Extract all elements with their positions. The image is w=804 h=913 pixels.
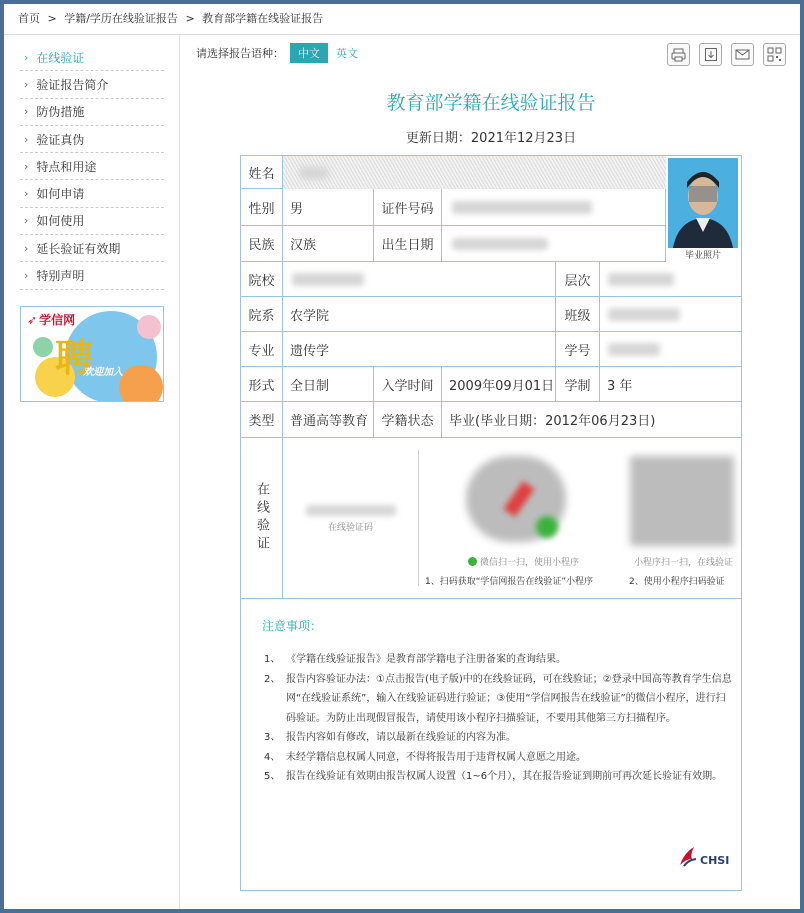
report-title: 教育部学籍在线验证报告 <box>386 92 596 114</box>
sidebar-item-how-to-apply[interactable] <box>20 180 164 207</box>
banner-sub-text: 欢迎加入 <box>83 367 123 378</box>
chsi-bird-icon <box>678 845 698 867</box>
breadcrumb <box>18 10 327 26</box>
sidebar-item-label: 在线验证 <box>36 50 85 65</box>
note-item: 1、 《学籍在线验证报告》是教育部学籍电子注册备案的查询结果。 <box>264 654 566 665</box>
value-status: 毕业(毕业日期：2012年06月23日) <box>442 402 741 438</box>
report-updated-date: 更新日期：2021年12月23日 <box>405 131 577 146</box>
label-ethnicity: 民族 <box>241 226 283 262</box>
content-divider <box>179 35 180 909</box>
level-redaction-blur <box>608 273 674 286</box>
label-major: 专业 <box>241 332 283 367</box>
sidebar-item-label: 验证报告简介 <box>36 77 109 92</box>
sidebar-item-label: 如何申请 <box>36 187 85 202</box>
label-enroll-date: 入学时间 <box>374 367 442 402</box>
verify-step-1: 1、扫码获取“学信网报告在线验证”小程序 <box>425 577 594 587</box>
verify-code-redaction-blur[interactable] <box>306 505 396 516</box>
sidebar-item-report-intro[interactable] <box>20 71 164 98</box>
chevron-right-icon: › <box>24 50 29 64</box>
language-chinese-button[interactable]: 中文 <box>290 43 328 63</box>
value-duration: 3 年 <box>600 367 741 402</box>
verify-code-caption: 在线验证码 <box>328 523 374 533</box>
sidebar-item-how-to-use[interactable] <box>20 208 164 235</box>
sidebar-item-label: 验证真伪 <box>36 132 85 147</box>
chevron-right-icon: › <box>24 105 29 119</box>
verification-qr-code <box>630 456 734 546</box>
sidebar-item-verify-authenticity[interactable] <box>20 126 164 153</box>
label-form: 形式 <box>241 367 283 402</box>
id-number-redaction-blur <box>452 201 592 214</box>
mini-code-badge <box>536 516 558 538</box>
sidebar-item-anti-counterfeit[interactable] <box>20 99 164 126</box>
graduation-photo <box>668 158 738 254</box>
breadcrumb-home[interactable]: 首页 <box>18 12 40 25</box>
sidebar-item-label: 如何使用 <box>36 214 85 229</box>
chevron-right-icon: › <box>24 269 29 283</box>
chsi-logo: CHSI <box>678 845 729 867</box>
online-verify-label-text: 在线验证 <box>254 482 269 554</box>
value-gender: 男 <box>283 189 374 226</box>
mini-program-caption: 小程序扫一扫，在线验证 <box>634 558 734 568</box>
wechat-icon <box>468 557 477 566</box>
value-department: 农学院 <box>283 297 556 332</box>
wechat-caption: 微信扫一扫，使用小程序 <box>468 555 579 568</box>
language-english-button[interactable]: 英文 <box>336 47 358 60</box>
label-id-number: 证件号码 <box>374 189 442 226</box>
breadcrumb-report-category[interactable]: 学籍/学历在线验证报告 <box>64 12 178 25</box>
birth-date-redaction-blur <box>452 238 548 250</box>
label-level: 层次 <box>556 262 600 297</box>
sidebar-item-label: 特点和用途 <box>36 159 97 174</box>
notes-list <box>264 650 734 787</box>
school-redaction-blur <box>292 273 364 286</box>
name-value-redacted <box>283 156 666 189</box>
note-item: 3、 报告内容如有修改，请以最新在线验证的内容为准。 <box>264 732 516 743</box>
value-enroll-date: 2009年09月01日 <box>442 367 556 402</box>
sidebar <box>20 44 164 290</box>
sidebar-item-features[interactable] <box>20 153 164 180</box>
label-gender: 性别 <box>241 189 283 226</box>
value-type: 普通高等教育 <box>283 402 374 438</box>
label-class: 班级 <box>556 297 600 332</box>
label-student-id: 学号 <box>556 332 600 367</box>
notes-title: 注意事项： <box>262 619 323 633</box>
brand-logo-icon: ➶ <box>27 312 38 327</box>
chevron-right-icon: › <box>24 214 29 228</box>
value-ethnicity: 汉族 <box>283 226 374 262</box>
label-status: 学籍状态 <box>374 402 442 438</box>
value-major: 遗传学 <box>283 332 556 367</box>
breadcrumb-sep: > <box>47 12 57 25</box>
chevron-right-icon: › <box>24 241 29 255</box>
label-birth-date: 出生日期 <box>374 226 442 262</box>
note-item: 5、 报告在线验证有效期由报告权属人设置（1~6个月），其在报告验证到期前可再次延长验证有效期。 <box>264 771 723 782</box>
note-item: 2、 报告内容验证办法：①点击报告(电子版)中的在线验证码，可在线验证；②登录中国高等教育学生信息网“在线验证系统”，输入在线验证码进行验证；③使用“学信网报告在线验证”的微信小程序，进行扫码验证。为防止出现假冒报告，请使用该小程序扫描验证，不要用其他第三方扫描程序。 <box>264 673 732 724</box>
toolbar <box>667 43 786 66</box>
sidebar-item-label: 延长验证有效期 <box>36 241 121 256</box>
value-form: 全日制 <box>283 367 374 402</box>
label-online-verify <box>241 438 283 599</box>
verify-step-2: 2、使用小程序扫码验证 <box>629 577 725 587</box>
label-duration: 学制 <box>556 367 600 402</box>
chevron-right-icon: › <box>24 132 29 146</box>
download-icon[interactable] <box>699 43 722 66</box>
language-selector <box>196 44 366 62</box>
recruitment-banner[interactable] <box>20 306 164 402</box>
banner-brand: ➶ 学信网 <box>27 312 76 327</box>
breadcrumb-sep: > <box>185 12 195 25</box>
chevron-right-icon: › <box>24 159 29 173</box>
label-school: 院校 <box>241 262 283 297</box>
student-id-redaction-blur <box>608 343 660 356</box>
banner-main-text: 聘 <box>55 335 94 380</box>
sidebar-item-special-statement[interactable] <box>20 262 164 289</box>
sidebar-item-extend-validity[interactable] <box>20 235 164 262</box>
language-label: 请选择报告语种： <box>196 47 284 60</box>
note-item: 4、 未经学籍信息权属人同意，不得将报告用于违背权属人意愿之用途。 <box>264 751 586 763</box>
label-name: 姓名 <box>241 156 283 189</box>
chevron-right-icon: › <box>24 77 29 91</box>
label-type: 类型 <box>241 402 283 438</box>
name-redaction-blur <box>300 167 328 179</box>
sidebar-item-online-verify[interactable] <box>20 44 164 71</box>
sidebar-item-label: 特别声明 <box>36 269 85 284</box>
print-icon[interactable] <box>667 43 690 66</box>
qr-code-icon[interactable] <box>763 43 786 66</box>
class-redaction-blur <box>608 308 680 321</box>
chevron-right-icon: › <box>24 187 29 201</box>
photo-caption: 毕业照片 <box>668 248 738 261</box>
header-divider <box>4 34 800 35</box>
mail-icon[interactable] <box>731 43 754 66</box>
sidebar-item-label: 防伪措施 <box>36 105 85 120</box>
breadcrumb-current: 教育部学籍在线验证报告 <box>202 12 324 25</box>
label-department: 院系 <box>241 297 283 332</box>
verify-divider <box>418 450 419 586</box>
